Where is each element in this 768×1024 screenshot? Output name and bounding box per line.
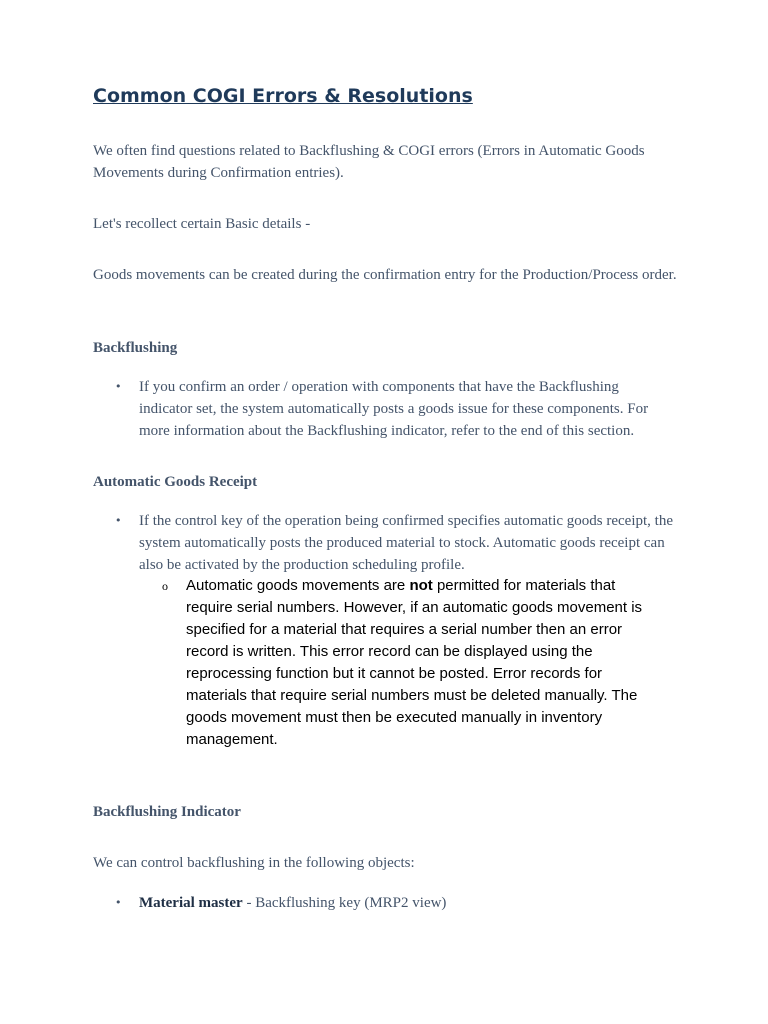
backflushing-heading: Backflushing [93, 340, 178, 356]
sub-bullet-marker: o [162, 579, 168, 593]
backflushing-bullet-text: If you confirm an order / operation with components that have the Backflushing indicator set, the system automatically posts a goods issue for these components. For more information about the Backflushing indicator, refer to the end of this section. [139, 379, 649, 439]
intro-paragraph: We often find questions related to Backflushing & COGI errors (Errors in Automatic Goods Movements during Confirmation entries). [93, 143, 645, 181]
document-title: Common COGI Errors & Resolutions [93, 85, 473, 107]
bullet-marker: • [115, 896, 122, 909]
sub-bullet-bold-not: not [409, 577, 433, 594]
bullet-marker: • [115, 514, 122, 527]
indicator-paragraph: We can control backflushing in the following objects: [93, 855, 415, 871]
recollect-paragraph: Let's recollect certain Basic details - [93, 216, 311, 232]
auto-gr-bullet-text: If the control key of the operation being confirmed specifies automatic goods receipt, the system automatically posts the produced material to stock. Automatic goods receipt can also be activated by the production scheduling profile. [139, 513, 673, 573]
serial-number-sub-bullet [162, 575, 666, 751]
sub-bullet-text-before: Automatic goods movements are [186, 577, 410, 594]
material-master-bullet [115, 892, 674, 914]
material-master-detail: - Backflushing key (MRP2 view) [242, 895, 447, 911]
material-master-label: Material master [139, 895, 243, 911]
bullet-marker: • [115, 380, 122, 393]
auto-gr-heading: Automatic Goods Receipt [93, 474, 258, 490]
auto-gr-bullet [115, 510, 674, 576]
indicator-heading: Backflushing Indicator [93, 804, 241, 820]
backflushing-bullet [115, 376, 674, 442]
sub-bullet-text-after: permitted for materials that require serial numbers. However, if an automatic goods movement is specified for a material that requires a serial number then an error record is written. This error record can be displayed using the reprocessing function but it cannot be posted. Error records for materials that require serial numbers must be deleted manually. The goods movement must then be executed manually in inventory management. [186, 577, 643, 748]
goods-movements-paragraph: Goods movements can be created during the confirmation entry for the Production/Process order. [93, 267, 677, 283]
